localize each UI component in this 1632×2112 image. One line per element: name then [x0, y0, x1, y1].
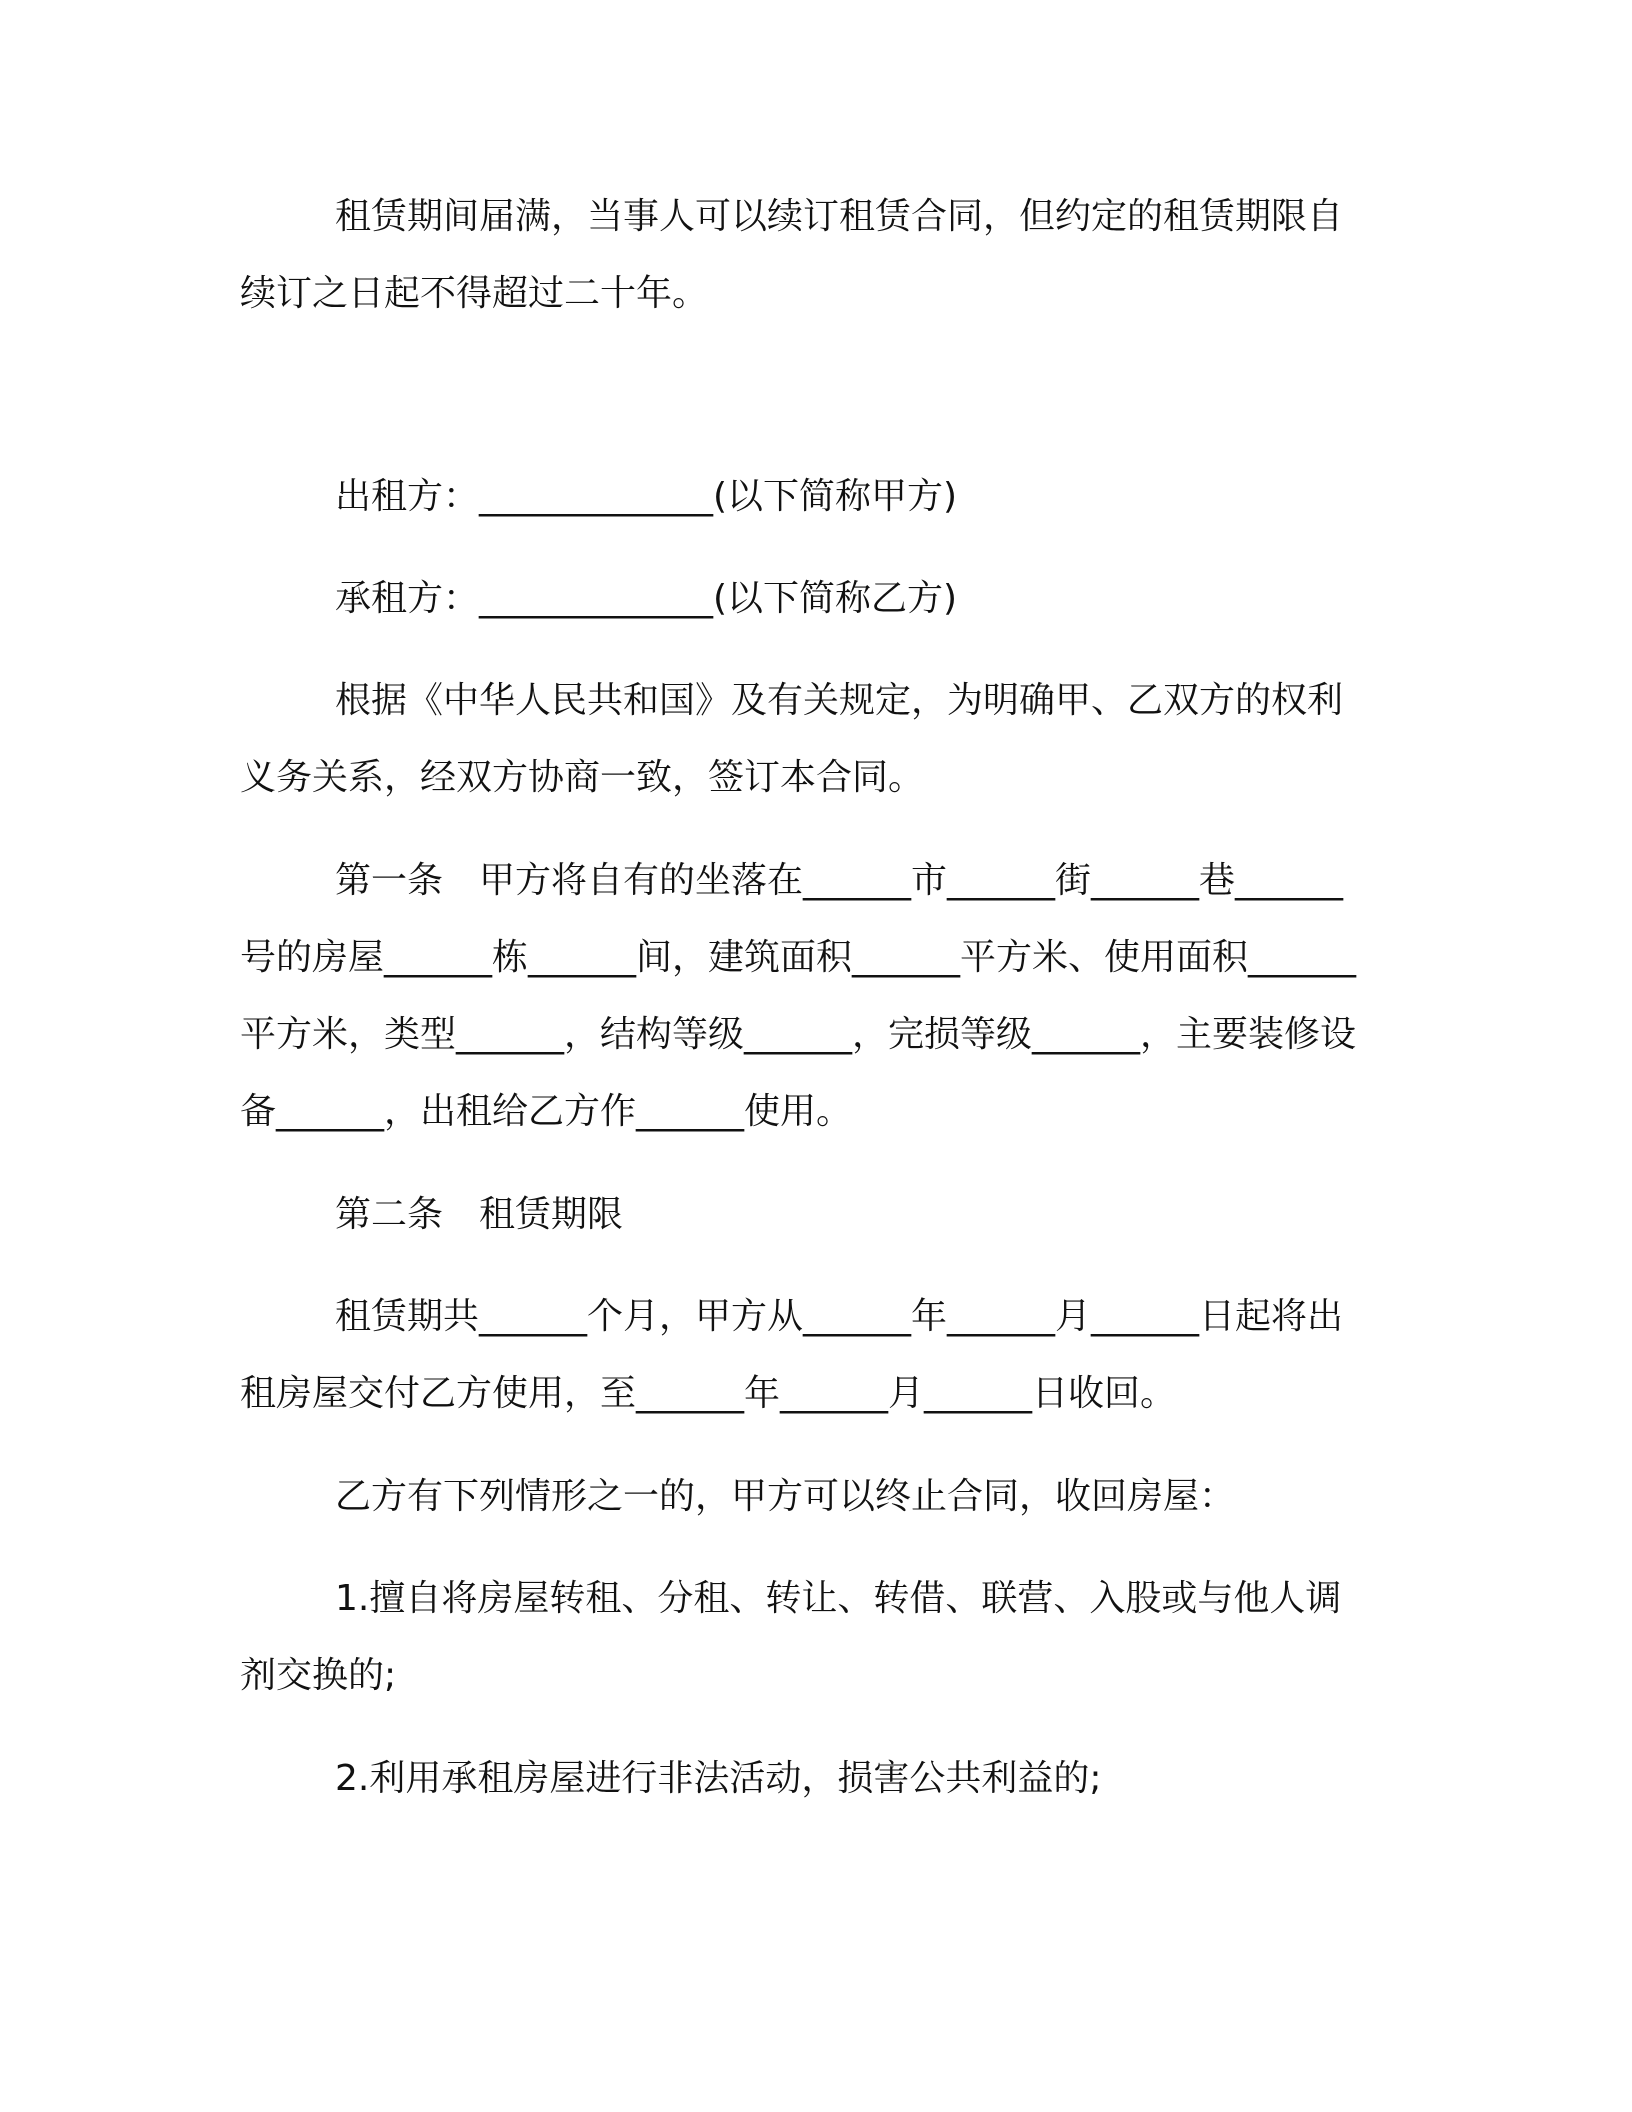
paragraph-termination-item-1: 1.擅自将房屋转租、分租、转让、转借、联营、入股或与他人调剂交换的;: [240, 1578, 1342, 1696]
paragraph-lease-term: 租赁期共______个月，甲方从______年______月______日起将出租房屋交付乙方使用，至______年______月______日收回。: [240, 1296, 1344, 1414]
paragraph-lessee: 承租方：_____________(以下简称乙方): [335, 578, 958, 619]
paragraph-termination-item-2: 2.利用承租房屋进行非法活动，损害公共利益的;: [335, 1758, 1102, 1799]
paragraph-preamble: 根据《中华人民共和国》及有关规定，为明确甲、乙双方的权利义务关系，经双方协商一致，签订本合同。: [240, 680, 1344, 798]
paragraph-lease-renewal: 租赁期间届满，当事人可以续订租赁合同，但约定的租赁期限自续订之日起不得超过二十年。: [240, 196, 1344, 314]
paragraph-article-one: 第一条 甲方将自有的坐落在______市______街______巷______号的房屋______栋______间，建筑面积______平方米、使用面积______平方米，类型______，结构等级______，完损等级______，主要装修设备______，出租给乙方作______使用。: [240, 860, 1357, 1132]
paragraph-article-two-heading: 第二条 租赁期限: [335, 1194, 624, 1235]
paragraph-termination-intro: 乙方有下列情形之一的，甲方可以终止合同，收回房屋：: [335, 1476, 1236, 1517]
paragraph-lessor: 出租方：_____________(以下简称甲方): [335, 476, 958, 517]
